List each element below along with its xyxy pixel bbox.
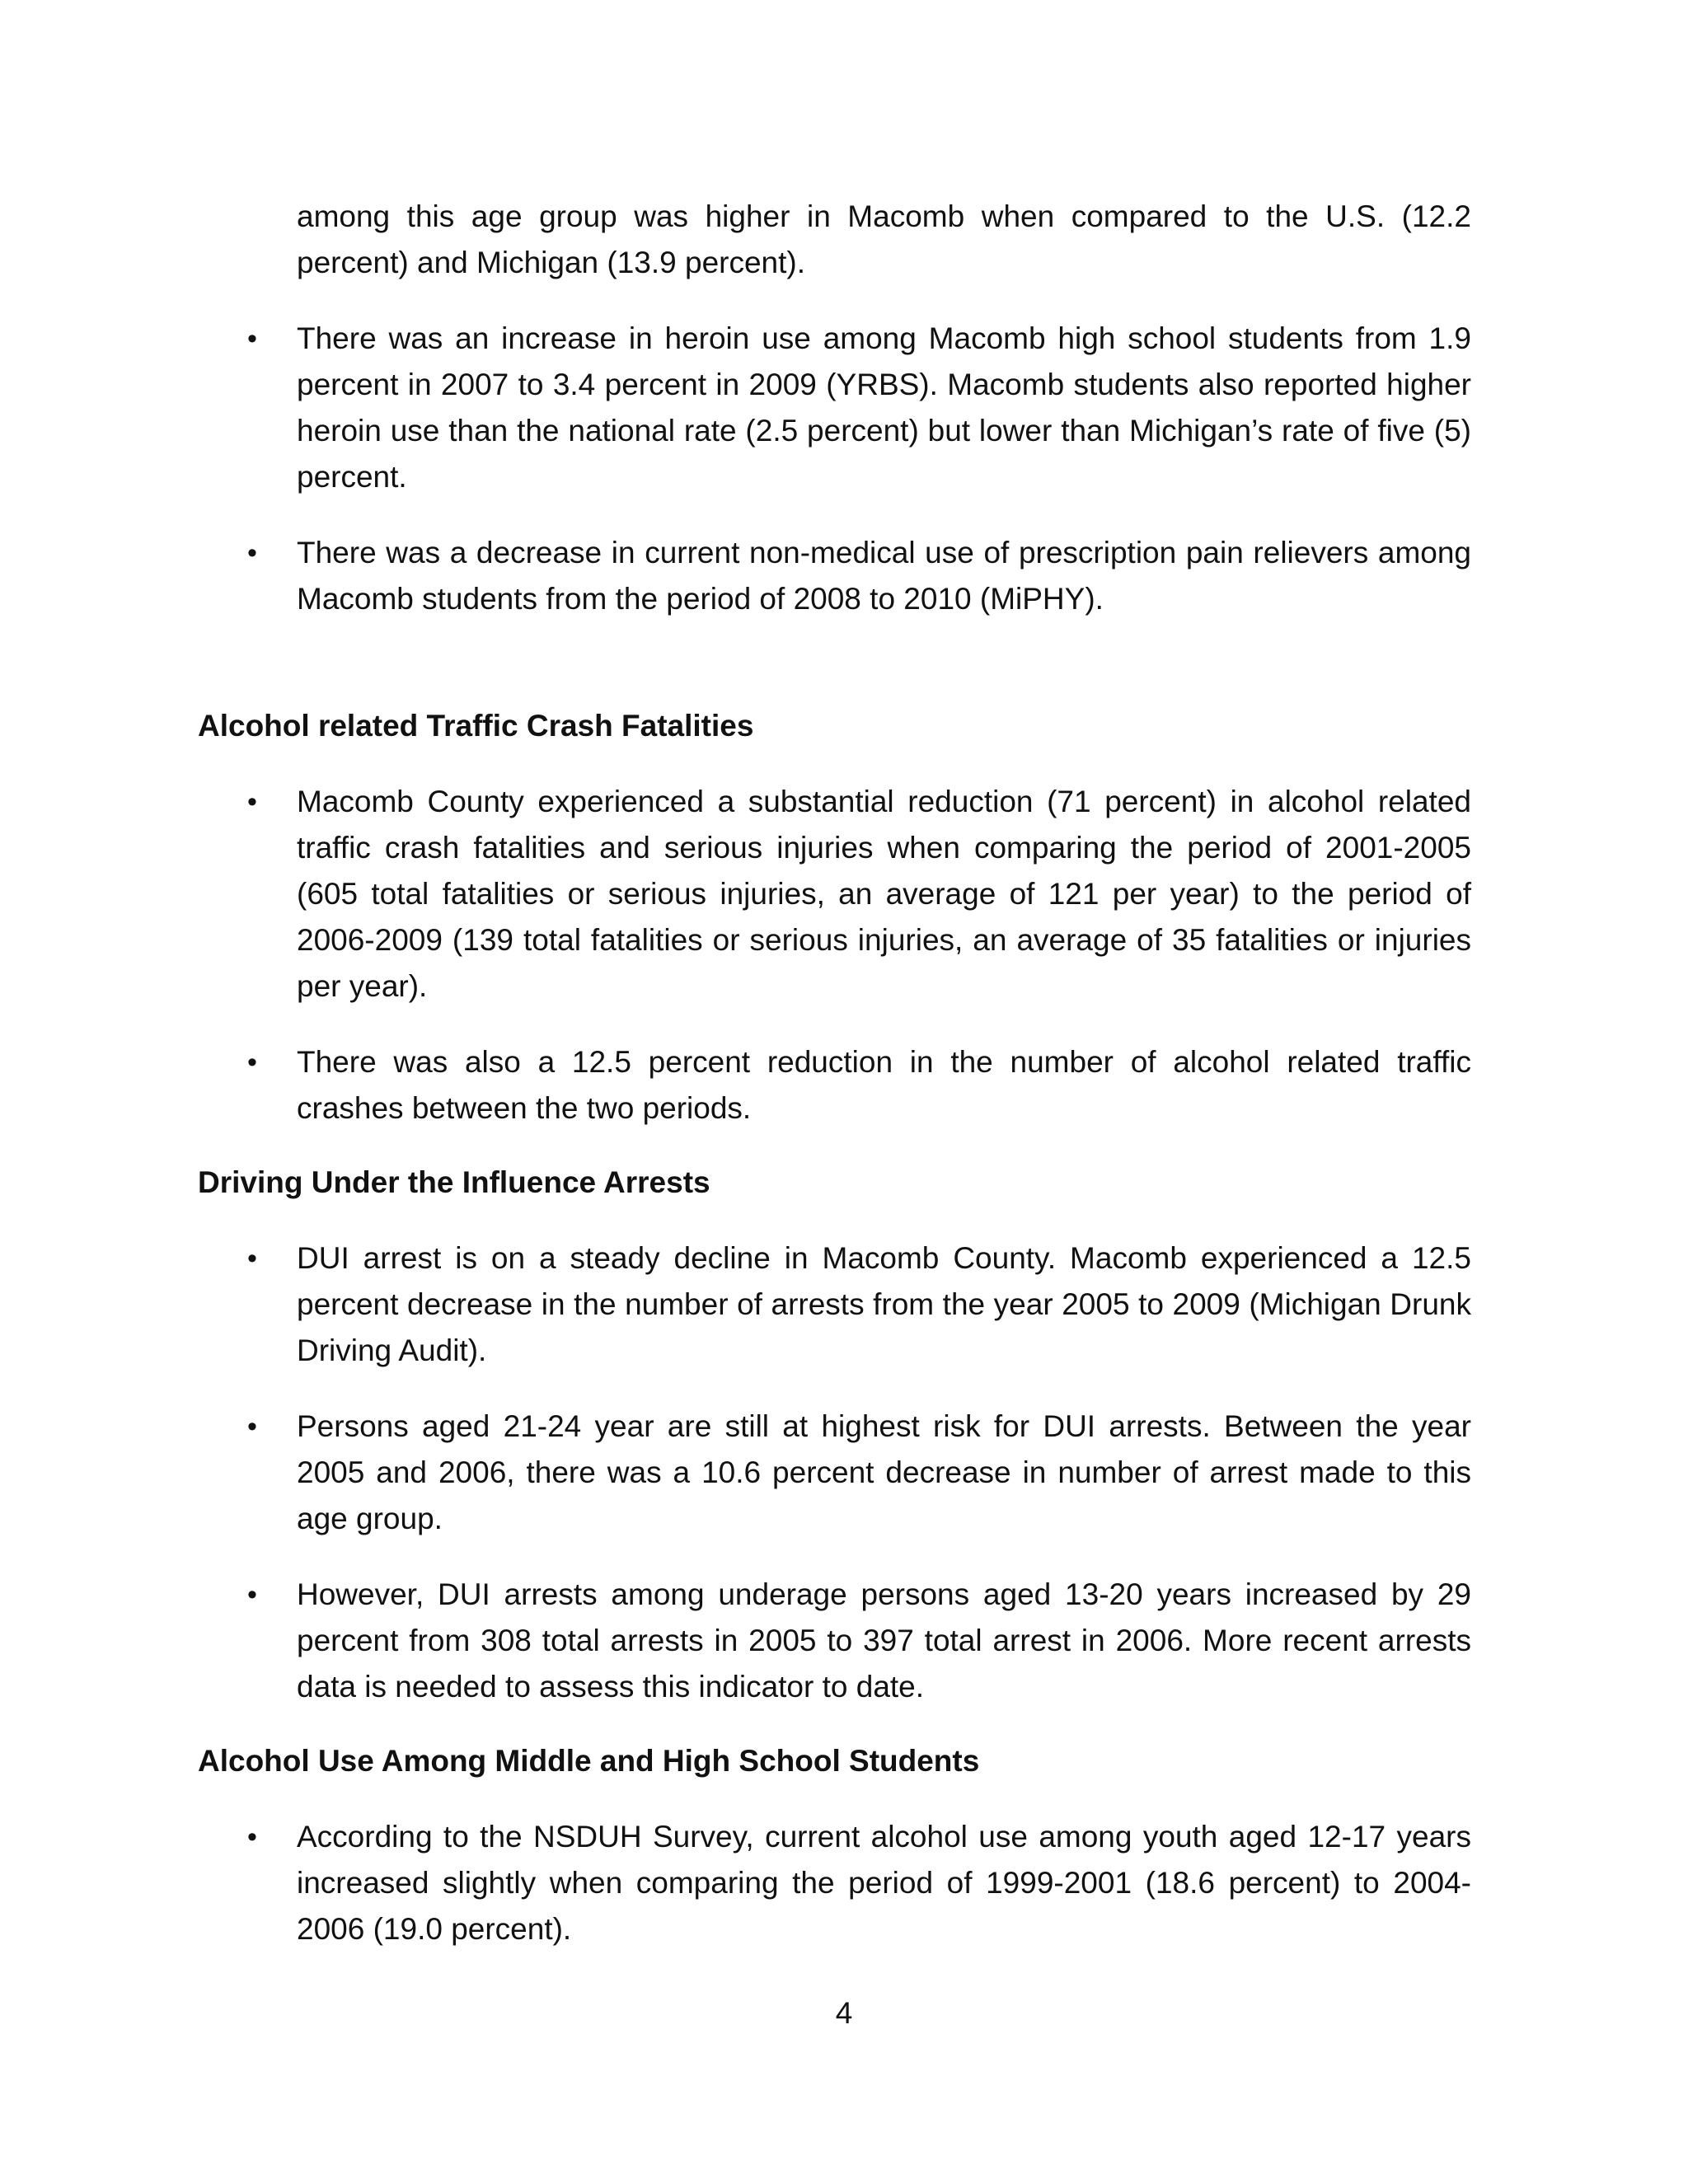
- bullet-icon: •: [247, 1579, 257, 1610]
- list-item: [198, 316, 1471, 500]
- list-spacer: [198, 1374, 1471, 1404]
- section-bullet-list: [198, 1814, 1471, 1952]
- bullet-icon: •: [247, 1821, 257, 1853]
- intro-continuation-paragraph: among this age group was higher in Macomb when compared to the U.S. (12.2 percent) and Michigan (13.9 percent).: [297, 199, 1471, 279]
- list-item-text: According to the NSDUH Survey, current alcohol use among youth aged 12-17 years increased slightly when comparing the period of 1999-2001 (18.6 percent) to 2004-2006 (19.0 percent).: [297, 1820, 1471, 1946]
- top-bullet-list: [198, 316, 1471, 622]
- bullet-icon: •: [247, 537, 257, 569]
- list-spacer: [198, 500, 1471, 530]
- list-item-text: However, DUI arrests among underage persons aged 13-20 years increased by 29 percent from 308 total arrests in 2005 to 397 total arrest in 2006. More recent arrests data is needed to assess this indicator to date.: [297, 1577, 1471, 1704]
- list-item: [198, 779, 1471, 1010]
- bullet-icon: •: [247, 786, 257, 818]
- list-item: [198, 1039, 1471, 1132]
- section-bullet-list: [198, 779, 1471, 1132]
- list-spacer: [198, 1542, 1471, 1572]
- list-item-text: There was also a 12.5 percent reduction in the number of alcohol related traffic crashes between the two periods.: [297, 1045, 1471, 1125]
- list-spacer: [198, 1010, 1471, 1039]
- section-heading-traffic-fatalities: Alcohol related Traffic Crash Fatalities: [198, 709, 754, 743]
- bullet-icon: •: [247, 1047, 257, 1078]
- page-content: [198, 194, 1471, 1952]
- section-heading-alcohol-use-students: Alcohol Use Among Middle and High School Students: [198, 1744, 980, 1778]
- page-number: 4: [835, 1996, 853, 2030]
- list-item: [198, 530, 1471, 622]
- list-item-text: Persons aged 21-24 year are still at highest risk for DUI arrests. Between the year 2005 and 2006, there was a 10.6 percent decrease in number of arrest made to this age group.: [297, 1409, 1471, 1535]
- section-bullet-list: [198, 1235, 1471, 1710]
- list-item-text: Macomb County experienced a substantial reduction (71 percent) in alcohol related traffic crash fatalities and serious injuries when comparing the period of 2001-2005 (605 total fatalities or serious injuries, an average of 121 per year) to the period of 2006-2009 (139 total fatalities or serious injuries, an average of 35 fatalities or injuries per year).: [297, 785, 1471, 1003]
- list-item-text: There was a decrease in current non-medical use of prescription pain relievers among Macomb students from the period of 2008 to 2010 (MiPHY).: [297, 536, 1471, 616]
- bullet-icon: •: [247, 323, 257, 354]
- list-item: [198, 1814, 1471, 1952]
- section-heading-dui-arrests: Driving Under the Influence Arrests: [198, 1165, 710, 1199]
- list-item: [198, 1572, 1471, 1710]
- bullet-icon: •: [247, 1243, 257, 1274]
- list-item-text: DUI arrest is on a steady decline in Macomb County. Macomb experienced a 12.5 percent decrease in the number of arrests from the year 2005 to 2009 (Michigan Drunk Driving Audit).: [297, 1241, 1471, 1367]
- list-item: [198, 1404, 1471, 1542]
- list-item: [198, 1235, 1471, 1374]
- list-item-text: There was an increase in heroin use among Macomb high school students from 1.9 percent in 2007 to 3.4 percent in 2009 (YRBS). Macomb students also reported higher heroin use than the national rate (2.5 percent) but lower than Michigan’s rate of five (5) percent.: [297, 321, 1471, 494]
- bullet-icon: •: [247, 1411, 257, 1442]
